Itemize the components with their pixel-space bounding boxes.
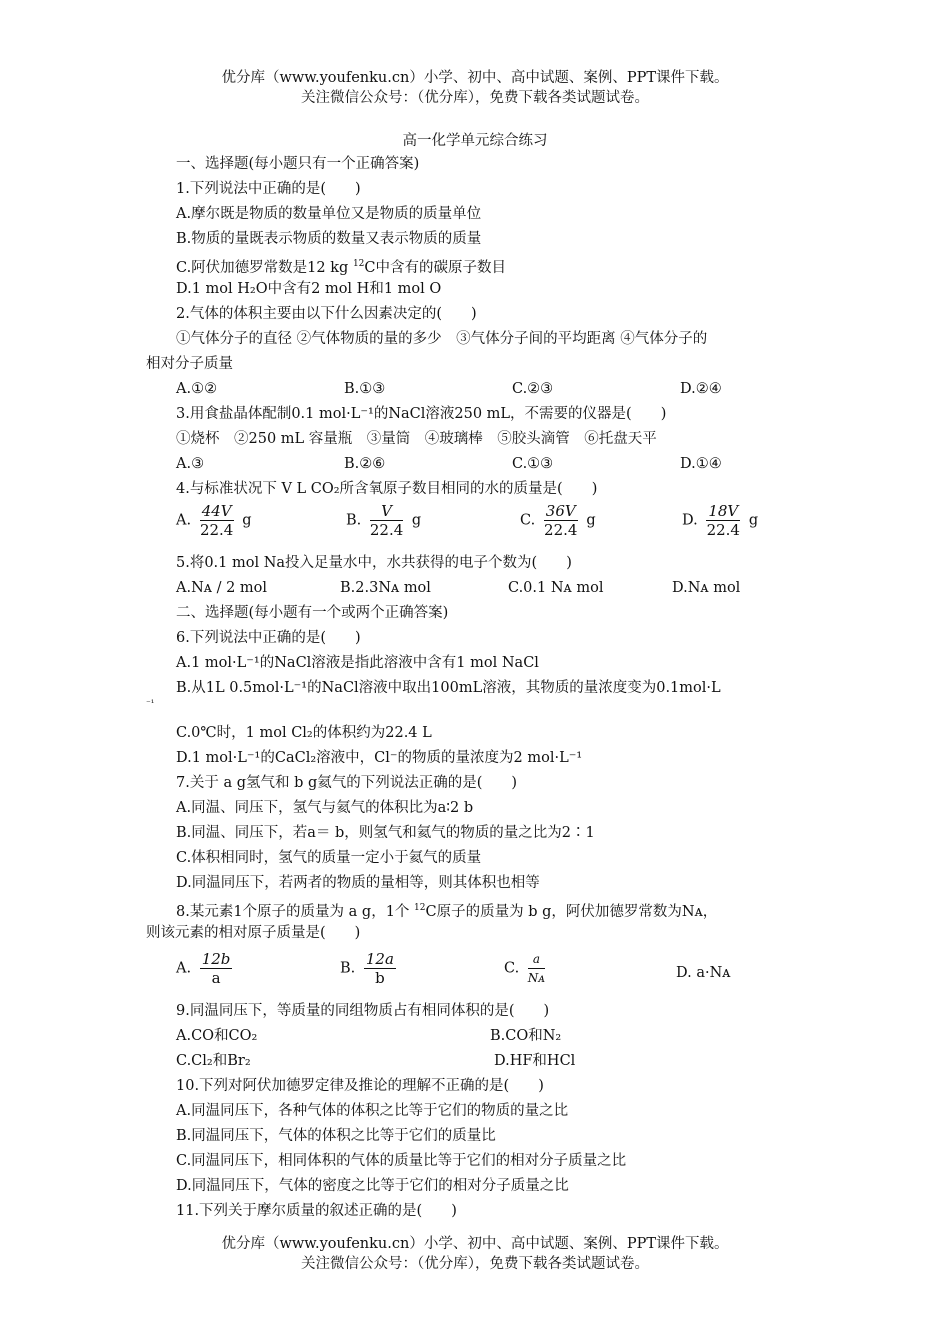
- q3-stem: 3.用食盐晶体配制0.1 mol·L⁻¹的NaCl溶液250 mL，不需要的仪器是( ): [176, 406, 667, 422]
- q1-option-d: D.1 mol H₂O中含有2 mol H和1 mol O: [176, 281, 442, 297]
- q4-a-unit: g: [242, 512, 252, 529]
- q5-option-d: D.Nᴀ mol: [672, 580, 741, 596]
- q4-d-label: D.: [682, 512, 698, 529]
- q4-c-label: C.: [520, 512, 536, 529]
- q8-a-den: a: [211, 969, 221, 987]
- q5-option-b: B.2.3Nᴀ mol: [340, 580, 431, 596]
- q4-option-a: [176, 502, 252, 539]
- q6-option-c: C.0℃时，1 mol Cl₂的体积约为22.4 L: [176, 725, 432, 741]
- q5-option-c: C.0.1 Nᴀ mol: [508, 580, 604, 596]
- q8-a-label: A.: [176, 960, 192, 977]
- q2-option-d: D.②④: [680, 381, 722, 397]
- q2-option-a: A.①②: [176, 381, 218, 397]
- header-line-2: 关注微信公众号：（优分库），免费下载各类试题试卷。: [301, 90, 649, 106]
- q8-c-den: Nᴀ: [527, 971, 546, 985]
- q4-b-fraction: [370, 502, 403, 539]
- q8-option-a: [176, 950, 236, 987]
- q8-option-b: [340, 950, 400, 987]
- q4-option-c: [520, 502, 596, 539]
- q4-c-fraction: [544, 502, 578, 539]
- q4-d-fraction: [706, 502, 740, 539]
- q1-c-sup: 12: [352, 259, 365, 269]
- q6-option-a: A.1 mol·L⁻¹的NaCl溶液是指此溶液中含有1 mol NaCl: [176, 655, 539, 671]
- q8-c-fraction: [528, 950, 545, 987]
- q2-items-line-1: ①气体分子的直径 ②气体物质的量的多少 ③气体分子间的平均距离 ④气体分子的: [176, 331, 708, 347]
- q4-a-den: 22.4: [199, 521, 234, 539]
- q2-option-c: C.②③: [512, 381, 554, 397]
- q8-stem-line-2: 则该元素的相对原子质量是( ): [146, 925, 361, 941]
- section-1-heading: 一、选择题(每小题只有一个正确答案): [176, 156, 420, 172]
- q8-option-c: [504, 950, 549, 987]
- q8-stem: [176, 897, 717, 923]
- q4-d-num: 18V: [708, 502, 739, 520]
- q3-option-b: B.②⑥: [344, 456, 386, 472]
- q9-option-a: A.CO和CO₂: [176, 1028, 258, 1044]
- footer-line-2: 关注微信公众号：（优分库），免费下载各类试题试卷。: [301, 1256, 649, 1272]
- q7-stem: 7.关于 a g氢气和 b g氦气的下列说法正确的是( ): [176, 775, 518, 791]
- q4-stem: 4.与标准状况下 V L CO₂所含氧原子数目相同的水的质量是( ): [176, 481, 598, 497]
- q7-option-d: D.同温同压下，若两者的物质的量相等，则其体积也相等: [176, 875, 540, 891]
- q8-a-fraction: [200, 950, 233, 987]
- q6-stem: 6.下列说法中正确的是( ): [176, 630, 361, 646]
- q5-option-a: A.Nᴀ / 2 mol: [176, 580, 268, 596]
- q8-b-den: b: [375, 969, 385, 987]
- q4-option-b: [346, 502, 421, 539]
- q9-option-b: B.CO和N₂: [490, 1028, 562, 1044]
- q4-b-label: B.: [346, 512, 362, 529]
- q8-b-fraction: [364, 950, 396, 987]
- q10-option-c: C.同温同压下，相同体积的气体的质量比等于它们的相对分子质量之比: [176, 1153, 627, 1169]
- q6-option-b-cont: ⁻¹: [146, 699, 155, 709]
- q7-option-a: A.同温、同压下，氢气与氦气的体积比为a∶2 b: [176, 800, 474, 816]
- q3-option-a: A.③: [176, 456, 205, 472]
- q4-d-unit: g: [748, 512, 759, 529]
- q5-stem: 5.将0.1 mol Na投入足量水中，水共获得的电子个数为( ): [176, 555, 572, 571]
- q4-b-num: V: [370, 502, 403, 521]
- q3-option-c: C.①③: [512, 456, 554, 472]
- q9-option-c: C.Cl₂和Br₂: [176, 1053, 251, 1069]
- footer-line-1: 优分库（www.youfenku.cn）小学、初中、高中试题、案例、PPT课件下载。: [221, 1236, 729, 1252]
- q1-c-pre: C.阿伏加德罗常数是12 kg: [176, 259, 353, 276]
- q4-d-den: 22.4: [706, 521, 740, 539]
- q6-option-b: B.从1L 0.5mol·L⁻¹的NaCl溶液中取出100mL溶液，其物质的量浓度变为0.1mol·L: [176, 680, 721, 696]
- q1-option-a: A.摩尔既是物质的数量单位又是物质的质量单位: [176, 206, 482, 222]
- q11-stem: 11.下列关于摩尔质量的叙述正确的是( ): [176, 1203, 457, 1219]
- q10-option-a: A.同温同压下，各种气体的体积之比等于它们的物质的量之比: [176, 1103, 569, 1119]
- q8-b-num: 12a: [365, 950, 394, 968]
- q8-a-num: 12b: [201, 950, 231, 968]
- q1-stem: 1.下列说法中正确的是( ): [176, 181, 361, 197]
- q4-c-unit: g: [586, 512, 596, 529]
- q8-stem-pre: 8.某元素1个原子的质量为 a g，1个: [176, 903, 415, 920]
- q1-option-c: [176, 253, 506, 279]
- q4-c-den: 22.4: [544, 521, 578, 539]
- q4-c-num: 36V: [545, 502, 576, 520]
- q4-b-unit: g: [411, 512, 422, 529]
- q3-option-d: D.①④: [680, 456, 722, 472]
- q1-option-b: B.物质的量既表示物质的数量又表示物质的质量: [176, 231, 482, 247]
- q8-stem-sup: 12: [414, 903, 426, 913]
- q2-option-b: B.①③: [344, 381, 386, 397]
- section-2-heading: 二、选择题(每小题有一个或两个正确答案): [176, 605, 449, 621]
- page-title: 高一化学单元综合练习: [402, 133, 548, 149]
- q8-c-label: C.: [504, 960, 520, 977]
- q9-stem: 9.同温同压下，等质量的同组物质占有相同体积的是( ): [176, 1003, 550, 1019]
- q3-items: ①烧杯 ②250 mL 容量瓶 ③量筒 ④玻璃棒 ⑤胶头滴管 ⑥托盘天平: [176, 431, 657, 447]
- q8-option-d: D. a·Nᴀ: [676, 965, 731, 981]
- q8-c-num: a: [528, 950, 545, 969]
- q8-b-label: B.: [340, 960, 356, 977]
- q4-option-d: [682, 502, 758, 539]
- q6-option-d: D.1 mol·L⁻¹的CaCl₂溶液中，Cl⁻的物质的量浓度为2 mol·L⁻¹: [176, 750, 583, 766]
- q10-option-d: D.同温同压下，气体的密度之比等于它们的相对分子质量之比: [176, 1178, 569, 1194]
- q8-stem-post: C原子的质量为 b g，阿伏加德罗常数为Nᴀ，: [425, 903, 718, 920]
- header-line-1: 优分库（www.youfenku.cn）小学、初中、高中试题、案例、PPT课件下载。: [221, 70, 729, 86]
- q2-items-line-2: 相对分子质量: [146, 356, 233, 372]
- q10-stem: 10.下列对阿伏加德罗定律及推论的理解不正确的是( ): [176, 1078, 544, 1094]
- q7-option-c: C.体积相同时，氢气的质量一定小于氦气的质量: [176, 850, 482, 866]
- q4-a-label: A.: [176, 512, 192, 529]
- q7-option-b: B.同温、同压下，若a＝ b，则氢气和氦气的物质的量之比为2∶1: [176, 825, 595, 841]
- q9-option-d: D.HF和HCl: [494, 1053, 576, 1069]
- q4-a-fraction: [200, 502, 234, 539]
- q4-a-num: 44V: [201, 502, 232, 520]
- q1-c-post: C中含有的碳原子数目: [364, 259, 506, 276]
- q4-b-den: 22.4: [369, 521, 404, 539]
- q2-stem: 2.气体的体积主要由以下什么因素决定的( ): [176, 306, 477, 322]
- q10-option-b: B.同温同压下，气体的体积之比等于它们的质量比: [176, 1128, 496, 1144]
